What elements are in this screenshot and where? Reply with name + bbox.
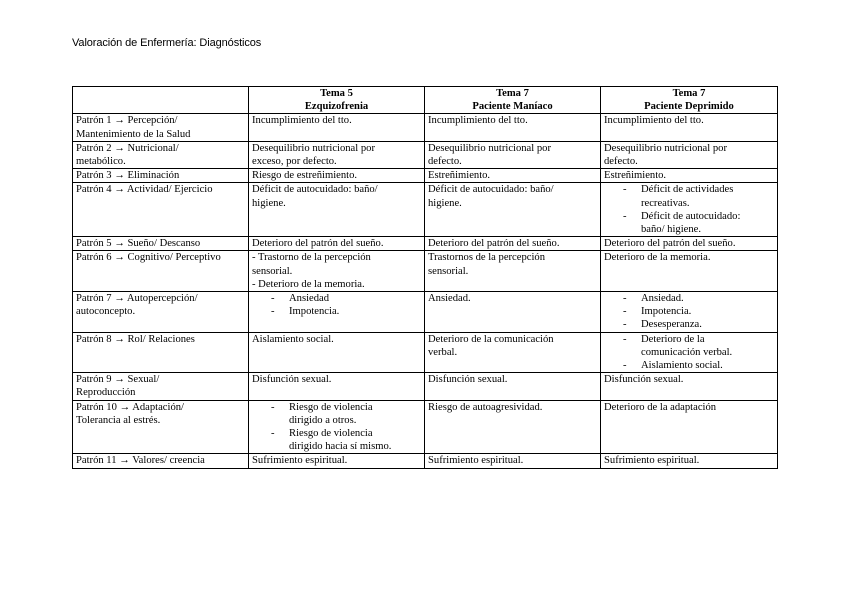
pattern-label: Patrón 6 → Cognitivo/ Perceptivo xyxy=(76,252,221,264)
bullet-list xyxy=(604,183,774,236)
diagnosis-text: sensorial. xyxy=(428,265,469,277)
diagnosis-text: exceso, por defecto. xyxy=(252,156,337,168)
diagnosis-cell-col1 xyxy=(249,251,425,292)
diagnosis-text: defecto. xyxy=(604,156,638,168)
bullet-item xyxy=(271,305,421,318)
table-row xyxy=(73,373,778,400)
table-row xyxy=(73,332,778,373)
diagnosis-text: defecto. xyxy=(428,156,462,168)
diagnosis-cell-col2 xyxy=(425,183,601,237)
diagnosis-text: Estreñimiento. xyxy=(604,170,667,182)
table-row xyxy=(73,454,778,468)
bullet-item-text: recreativas. xyxy=(641,197,690,209)
pattern-label: Reproducción xyxy=(76,387,136,399)
diagnosis-text: Desequilibrio nutricional por xyxy=(428,142,551,154)
header-col1 xyxy=(249,87,425,114)
diagnosis-text: Deterioro de la memoria. xyxy=(604,252,711,264)
pattern-label: Patrón 9 → Sexual/ xyxy=(76,374,160,386)
pattern-cell xyxy=(73,373,249,400)
pattern-cell xyxy=(73,169,249,183)
diagnosis-cell-col2 xyxy=(425,400,601,454)
diagnosis-text: Desequilibrio nutricional por xyxy=(252,142,375,154)
diagnosis-cell-col3 xyxy=(601,332,778,373)
diagnosis-cell-col1 xyxy=(249,332,425,373)
table-row xyxy=(73,400,778,454)
bullet-item-text: - Ansiedad xyxy=(289,293,330,305)
bullet-item-text: - Deterioro de la xyxy=(641,333,705,345)
bullet-item-text: - Riesgo de violencia xyxy=(289,401,373,413)
pattern-label: Tolerancia al estrés. xyxy=(76,414,161,426)
diagnosis-cell-col1 xyxy=(249,237,425,251)
diagnosis-cell-col2 xyxy=(425,169,601,183)
bullet-item-text: baño/ higiene. xyxy=(641,224,702,236)
bullet-item xyxy=(623,318,774,331)
diagnosis-text: verbal. xyxy=(428,346,458,358)
bullet-list xyxy=(252,292,421,318)
bullet-item xyxy=(271,292,421,305)
diagnosis-cell-col1 xyxy=(249,454,425,468)
table-row xyxy=(73,251,778,292)
bullet-item-text: - Déficit de actividades xyxy=(641,184,734,196)
diagnosis-text: Riesgo de autoagresividad. xyxy=(428,401,543,413)
bullet-item xyxy=(623,333,774,359)
bullet-item-text: - Déficit de autocuidado: xyxy=(641,210,741,222)
table-row xyxy=(73,141,778,168)
bullet-item xyxy=(623,292,774,305)
pattern-label: Patrón 3 → Eliminación xyxy=(76,170,180,182)
header-col2-tema: Tema 7 xyxy=(496,88,529,99)
diagnosis-cell-col2 xyxy=(425,251,601,292)
diagnosis-text: Deterioro del patrón del sueño. xyxy=(428,238,560,250)
header-row xyxy=(73,87,778,114)
pattern-label: Patrón 11 → Valores/ creencia xyxy=(76,455,205,467)
diagnosis-text: Déficit de autocuidado: baño/ xyxy=(252,184,378,196)
table-body xyxy=(73,114,778,468)
diagnosis-text: Deterioro del patrón del sueño. xyxy=(252,238,384,250)
diagnosis-text: Trastornos de la percepción xyxy=(428,252,545,264)
diagnosis-text: Incumplimiento del tto. xyxy=(604,115,704,127)
pattern-cell xyxy=(73,400,249,454)
diagnosis-text: Deterioro de la comunicación xyxy=(428,333,554,345)
diagnosis-text: - Trastorno de la percepción xyxy=(252,252,371,264)
pattern-label: Patrón 10 → Adaptación/ xyxy=(76,401,184,413)
diagnosis-cell-col2 xyxy=(425,237,601,251)
table-row xyxy=(73,169,778,183)
diagnosis-text: Desequilibrio nutricional por xyxy=(604,142,727,154)
diagnosis-cell-col1 xyxy=(249,183,425,237)
bullet-item-text: - Aislamiento social. xyxy=(641,360,723,372)
pattern-label: metabólico. xyxy=(76,156,126,168)
diagnosis-cell-col2 xyxy=(425,292,601,333)
diagnosis-text: Deterioro de la adaptación xyxy=(604,401,717,413)
diagnosis-cell-col1 xyxy=(249,373,425,400)
pattern-label: Mantenimiento de la Salud xyxy=(76,128,191,140)
diagnosis-text: Deterioro del patrón del sueño. xyxy=(604,238,736,250)
pattern-cell xyxy=(73,332,249,373)
diagnosis-text: Sufrimiento espiritual. xyxy=(428,455,524,467)
table-row xyxy=(73,292,778,333)
diagnosis-text: Disfunción sexual. xyxy=(428,374,508,386)
diagnosis-cell-col3 xyxy=(601,400,778,454)
diagnosis-text: Riesgo de estreñimiento. xyxy=(252,170,358,182)
diagnosis-cell-col3 xyxy=(601,237,778,251)
document-title: Valoración de Enfermería: Diagnósticos xyxy=(72,37,262,49)
diagnosis-cell-col1 xyxy=(249,400,425,454)
bullet-list xyxy=(604,333,774,373)
diagnosis-text: Aislamiento social. xyxy=(252,333,334,345)
diagnosis-text: Disfunción sexual. xyxy=(604,374,684,386)
pattern-label: Patrón 4 → Actividad/ Ejercicio xyxy=(76,184,213,196)
bullet-item xyxy=(271,427,421,453)
bullet-item-text: - Impotencia. xyxy=(289,306,340,318)
header-col2 xyxy=(425,87,601,114)
diagnosis-text: Disfunción sexual. xyxy=(252,374,332,386)
bullet-list xyxy=(604,292,774,332)
pattern-label: autoconcepto. xyxy=(76,306,136,318)
bullet-item-text: - Desesperanza. xyxy=(641,319,702,331)
diagnosis-text: higiene. xyxy=(252,197,286,209)
diagnosis-cell-col3 xyxy=(601,183,778,237)
table-row xyxy=(73,114,778,141)
bullet-item-text: dirigido a otros. xyxy=(289,414,357,426)
diagnosis-text: higiene. xyxy=(428,197,462,209)
diagnosis-text: Estreñimiento. xyxy=(428,170,491,182)
pattern-cell xyxy=(73,237,249,251)
diagnosis-text: Sufrimiento espiritual. xyxy=(252,455,348,467)
table-row xyxy=(73,183,778,237)
diagnosis-cell-col2 xyxy=(425,141,601,168)
bullet-item-text: - Riesgo de violencia xyxy=(289,428,373,440)
diagnosis-cell-col1 xyxy=(249,114,425,141)
pattern-cell xyxy=(73,114,249,141)
diagnosis-text: Sufrimiento espiritual. xyxy=(604,455,700,467)
pattern-label: Patrón 8 → Rol/ Relaciones xyxy=(76,333,195,345)
header-col1-tema: Tema 5 xyxy=(320,88,353,99)
header-col3 xyxy=(601,87,778,114)
diagnosis-cell-col2 xyxy=(425,114,601,141)
bullet-item xyxy=(623,210,774,236)
diagnosis-cell-col2 xyxy=(425,332,601,373)
pattern-label: Patrón 7 → Autopercepción/ xyxy=(76,293,198,305)
bullet-item-text: - Impotencia. xyxy=(641,306,692,318)
diagnosis-text: Incumplimiento del tto. xyxy=(252,115,352,127)
table-row xyxy=(73,237,778,251)
diagnosis-cell-col3 xyxy=(601,169,778,183)
pattern-label: Patrón 1 → Percepción/ xyxy=(76,115,178,127)
diagnosis-text: Incumplimiento del tto. xyxy=(428,115,528,127)
diagnosis-text: Déficit de autocuidado: baño/ xyxy=(428,184,554,196)
bullet-item xyxy=(623,305,774,318)
pattern-cell xyxy=(73,292,249,333)
bullet-item-text: - Ansiedad. xyxy=(641,293,684,305)
bullet-item-text: dirigido hacia sí mismo. xyxy=(289,441,392,453)
bullet-item xyxy=(623,359,774,372)
pattern-cell xyxy=(73,454,249,468)
bullet-list xyxy=(252,401,421,454)
bullet-item xyxy=(271,401,421,427)
header-col3-name: Paciente Deprimido xyxy=(644,101,734,113)
bullet-item-text: comunicación verbal. xyxy=(641,346,733,358)
diagnosis-cell-col3 xyxy=(601,251,778,292)
diagnosis-cell-col3 xyxy=(601,373,778,400)
header-col1-name: Ezquizofrenia xyxy=(304,101,369,113)
bullet-item xyxy=(623,183,774,209)
pattern-cell xyxy=(73,251,249,292)
diagnosis-text: - Deterioro de la memoria. xyxy=(252,278,365,290)
pattern-label: Patrón 2 → Nutricional/ xyxy=(76,142,179,154)
pattern-label: Patrón 5 → Sueño/ Descanso xyxy=(76,238,201,250)
pattern-cell xyxy=(73,183,249,237)
diagnosis-cell-col3 xyxy=(601,292,778,333)
header-empty-cell xyxy=(73,87,249,114)
diagnosis-cell-col1 xyxy=(249,141,425,168)
diagnosis-cell-col2 xyxy=(425,373,601,400)
diagnosis-cell-col1 xyxy=(249,169,425,183)
diagnosis-text: sensorial. xyxy=(252,265,293,277)
diagnosis-cell-col3 xyxy=(601,141,778,168)
header-col3-tema: Tema 7 xyxy=(672,88,706,99)
diagnosis-cell-col3 xyxy=(601,454,778,468)
diagnosis-cell-col3 xyxy=(601,114,778,141)
header-col2-name: Paciente Maníaco xyxy=(472,101,553,113)
diagnosis-table xyxy=(72,86,778,469)
pattern-cell xyxy=(73,141,249,168)
diagnosis-cell-col2 xyxy=(425,454,601,468)
diagnosis-text: Ansiedad. xyxy=(428,293,471,305)
diagnosis-cell-col1 xyxy=(249,292,425,333)
